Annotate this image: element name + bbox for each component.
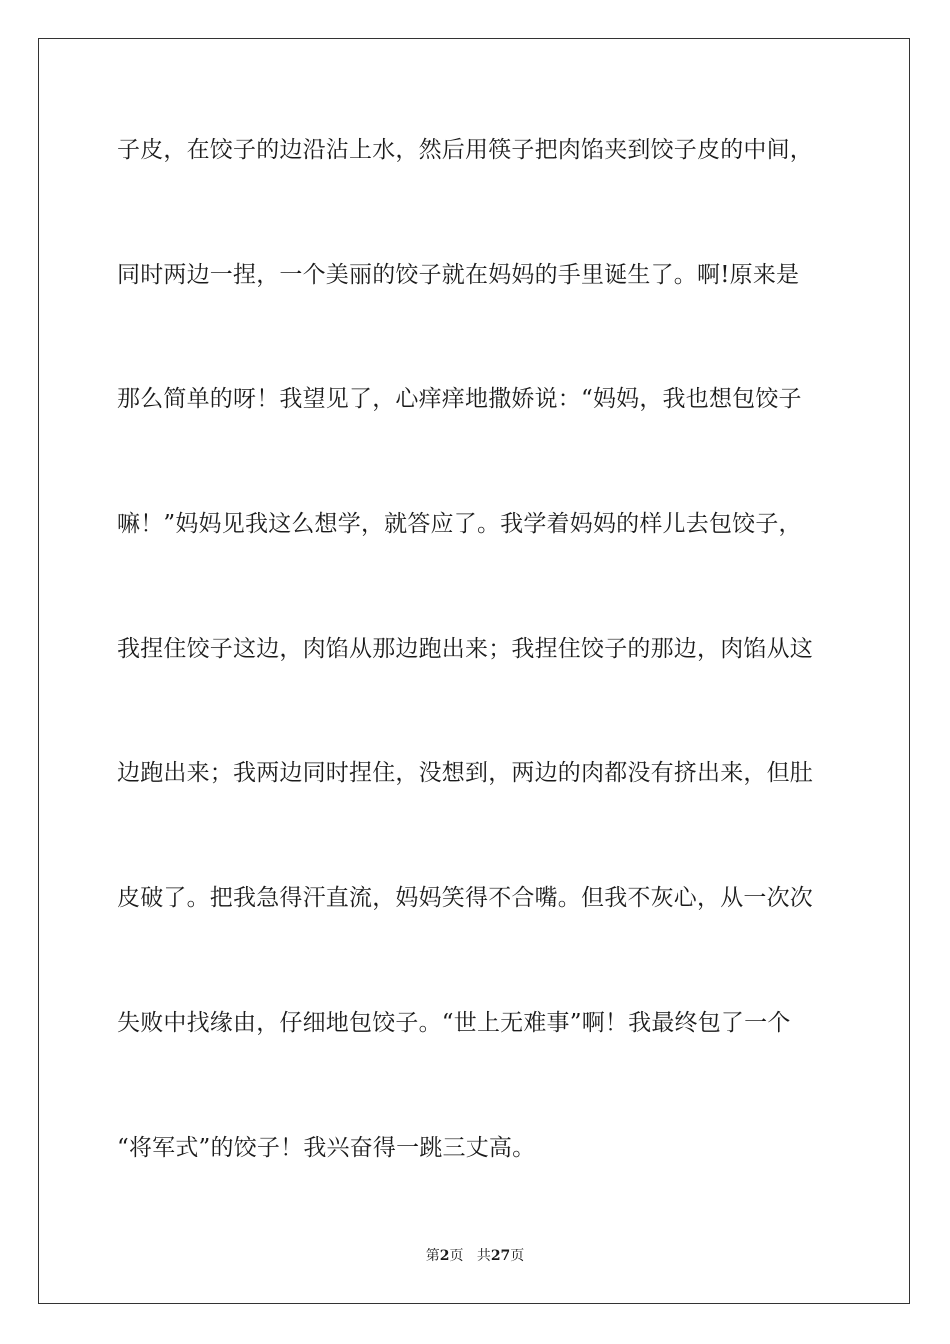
text-line: 失败中找缘由，仔细地包饺子。“世上无难事”啊！我最终包了一个 (117, 1009, 791, 1036)
footer-page-word: 页 (449, 1248, 464, 1264)
text-line: 同时两边一捏，一个美丽的饺子就在妈妈的手里诞生了。啊!原来是 (117, 261, 800, 288)
current-page-number: 2 (439, 1248, 450, 1264)
footer-total-prefix: 共 (476, 1248, 491, 1264)
text-line: 我捏住饺子这边，肉馅从那边跑出来；我捏住饺子的那边，肉馅从这 (117, 635, 813, 662)
text-line: 皮破了。把我急得汗直流，妈妈笑得不合嘴。但我不灰心，从一次次 (117, 885, 813, 912)
text-line: 那么简单的呀！我望见了，心痒痒地撒娇说：“妈妈，我也想包饺子 (117, 386, 802, 413)
document-body (117, 128, 837, 1250)
text-line: 子皮，在饺子的边沿沾上水，然后用筷子把肉馅夹到饺子皮的中间， (117, 137, 813, 163)
total-pages-number: 27 (490, 1248, 511, 1264)
text-line: 嘛！”妈妈见我这么想学，就答应了。我学着妈妈的样儿去包饺子， (117, 511, 802, 538)
text-line: 边跑出来；我两边同时捏住，没想到，两边的肉都没有挤出来，但肚 (117, 760, 813, 787)
footer-prefix: 第 (425, 1248, 440, 1264)
text-line: “将军式”的饺子！我兴奋得一跳三丈高。 (117, 1134, 536, 1161)
footer-total-word: 页 (510, 1248, 525, 1264)
page-footer (0, 1246, 950, 1266)
